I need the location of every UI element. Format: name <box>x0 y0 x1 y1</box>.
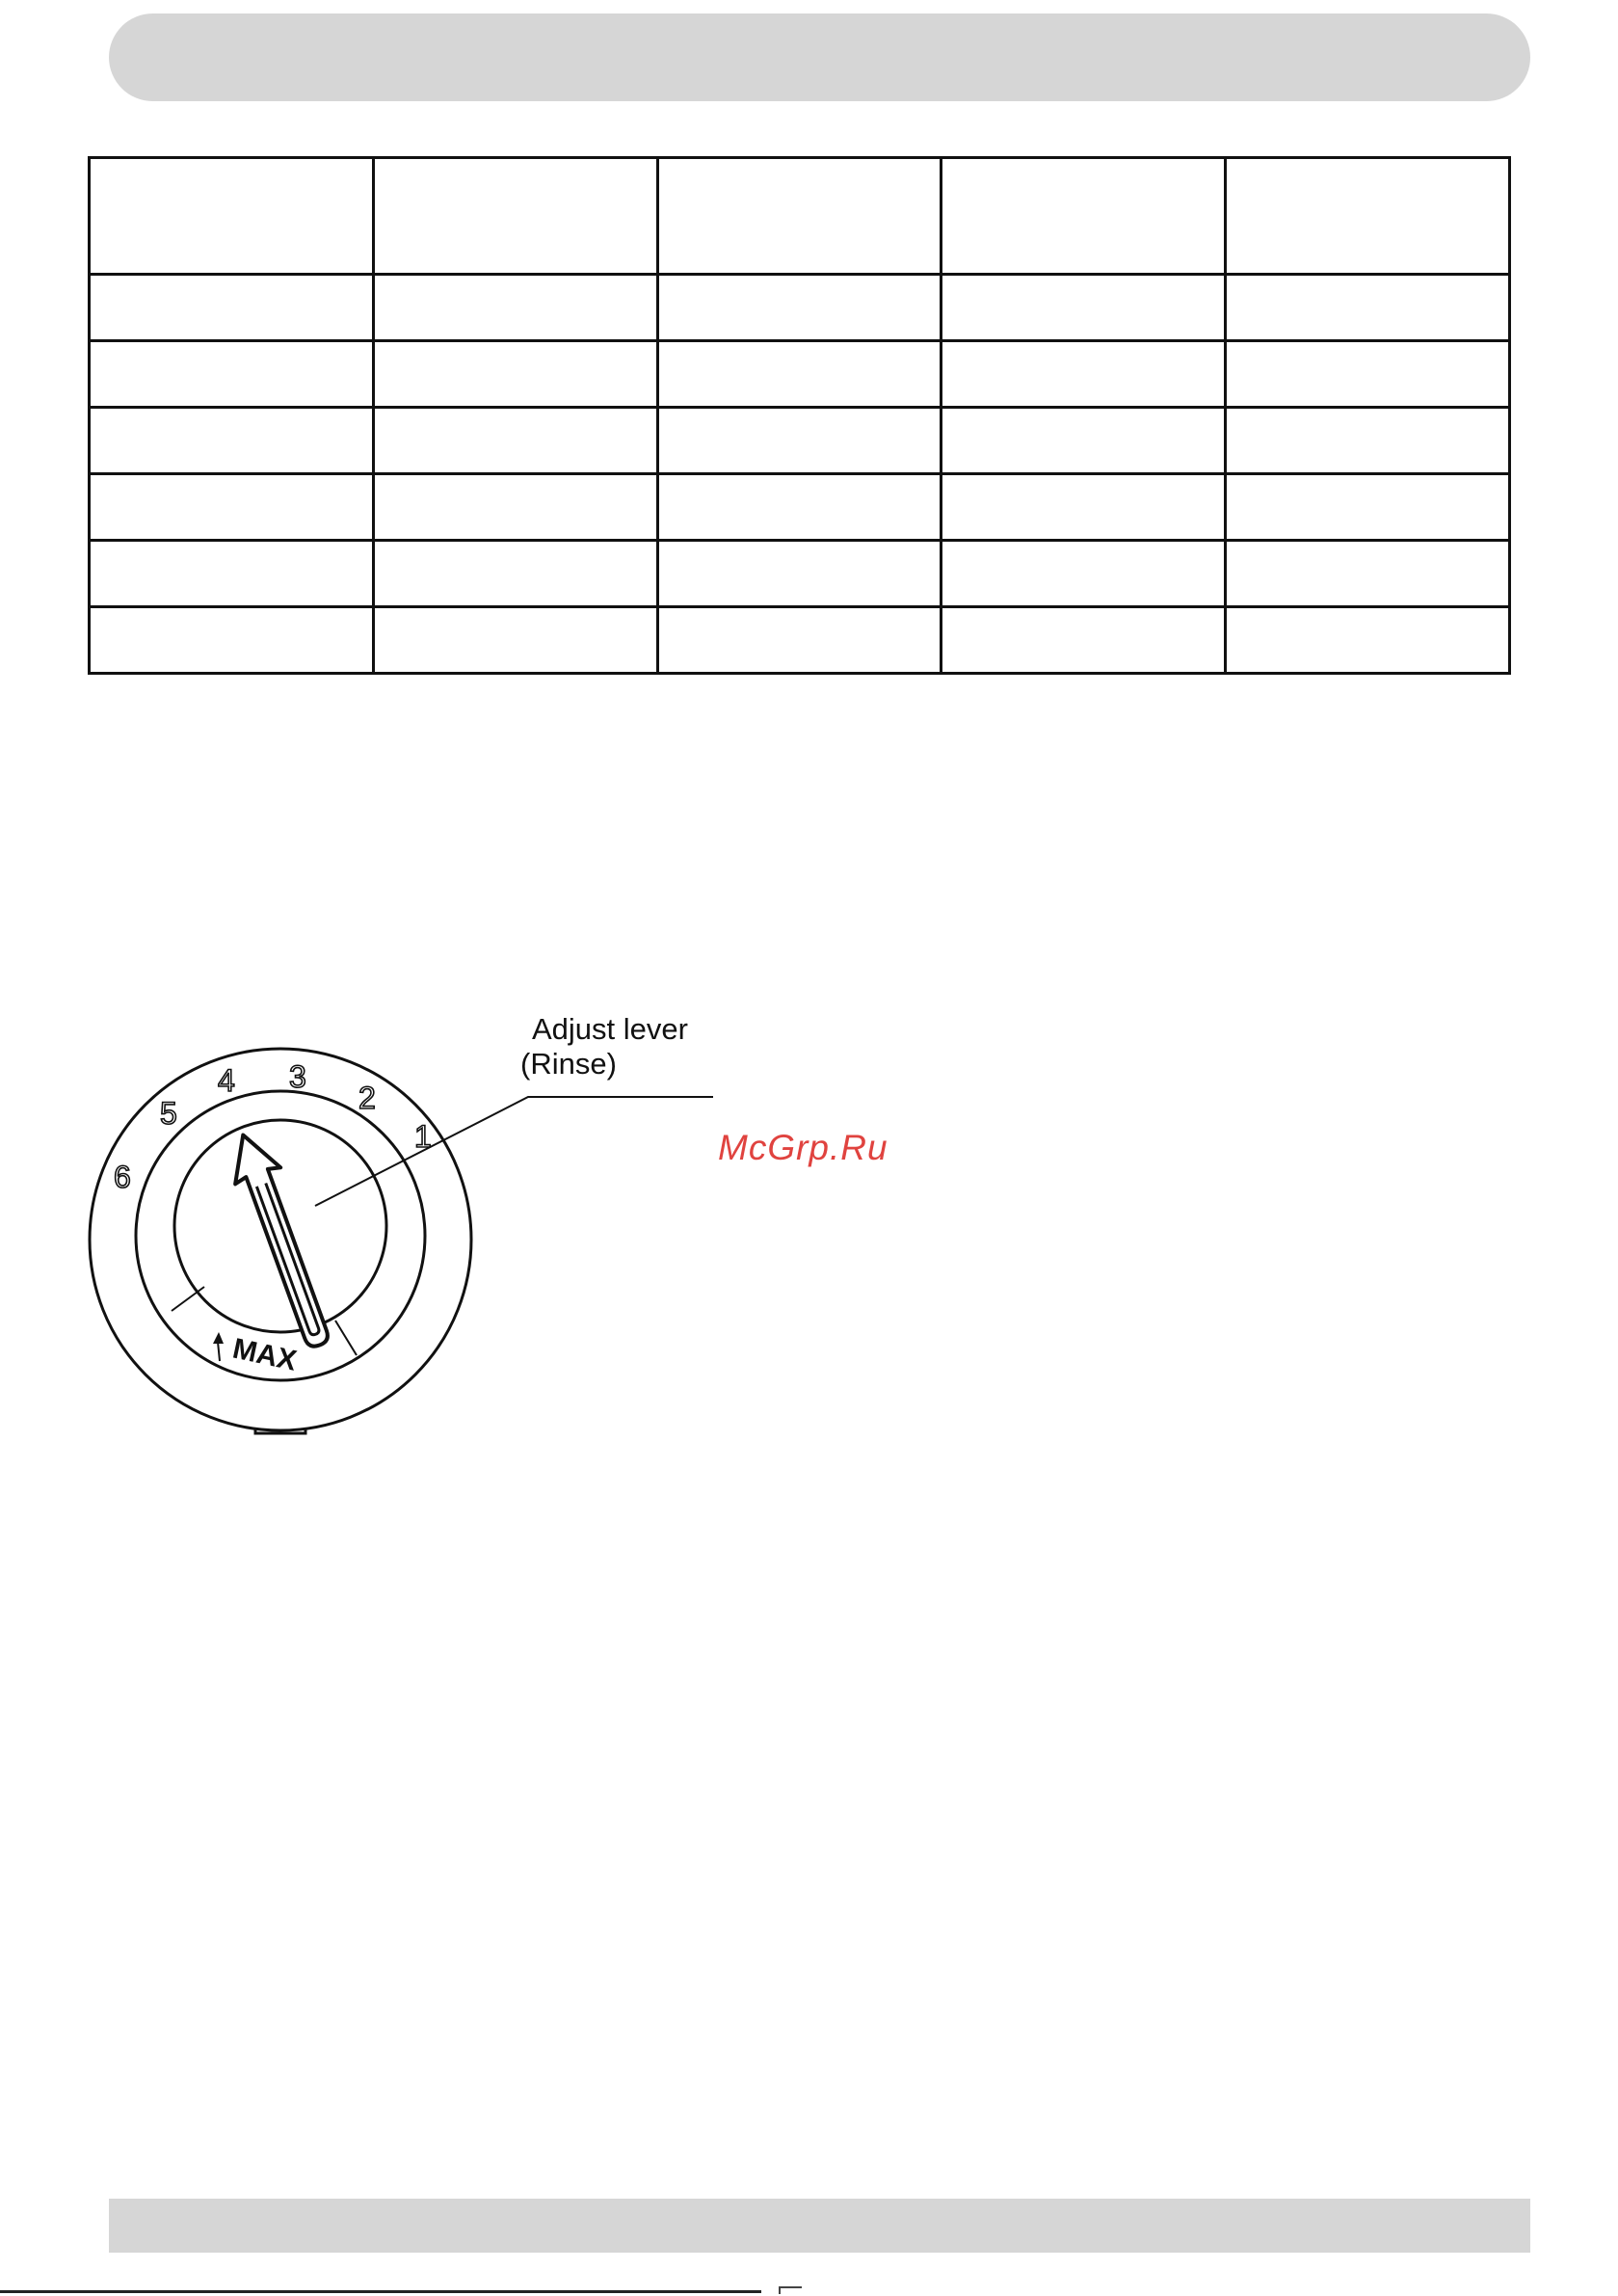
table-cell <box>942 341 1226 408</box>
max-divider-left <box>172 1287 204 1311</box>
table-cell <box>1226 541 1510 607</box>
dial-number-5: 5 <box>160 1096 177 1131</box>
table-cell <box>942 275 1226 341</box>
callout-title: Adjust lever <box>532 1012 688 1046</box>
adjust-lever-callout <box>520 1012 688 1081</box>
max-arrow-icon <box>213 1332 224 1361</box>
table-row <box>90 541 1510 607</box>
table-cell <box>90 341 374 408</box>
table-header-row <box>90 158 1510 275</box>
table-cell <box>373 341 657 408</box>
table-row <box>90 408 1510 474</box>
table-cell <box>1226 408 1510 474</box>
table-cell <box>1226 607 1510 674</box>
table-cell <box>1226 275 1510 341</box>
table-cell <box>373 607 657 674</box>
table-cell <box>373 408 657 474</box>
bottom-mark <box>779 2286 802 2294</box>
watermark: McGrp.Ru <box>718 1128 889 1167</box>
table-cell <box>657 607 942 674</box>
dial-number-2: 2 <box>358 1081 376 1115</box>
table-cell <box>657 408 942 474</box>
header-cell <box>942 158 1226 275</box>
callout-subtitle: (Rinse) <box>520 1047 617 1081</box>
table-cell <box>657 541 942 607</box>
header-bar <box>109 13 1530 101</box>
table-cell <box>942 541 1226 607</box>
table-cell <box>373 275 657 341</box>
table-cell <box>90 541 374 607</box>
table-cell <box>1226 341 1510 408</box>
table-cell <box>90 474 374 541</box>
dial-number-1: 1 <box>414 1119 432 1154</box>
dial-number-3: 3 <box>289 1059 306 1094</box>
table-cell <box>657 341 942 408</box>
table-cell <box>942 408 1226 474</box>
table-cell <box>942 607 1226 674</box>
footer-bar <box>109 2199 1530 2253</box>
dial-number-4: 4 <box>218 1063 235 1098</box>
table-row <box>90 474 1510 541</box>
table-cell <box>90 607 374 674</box>
table-cell <box>373 474 657 541</box>
table-cell <box>90 275 374 341</box>
bottom-rule <box>0 2290 761 2293</box>
table-cell <box>1226 474 1510 541</box>
max-label: MAX <box>229 1332 300 1377</box>
table-row <box>90 341 1510 408</box>
header-cell <box>373 158 657 275</box>
header-cell <box>1226 158 1510 275</box>
settings-table <box>88 156 1511 675</box>
header-cell <box>657 158 942 275</box>
max-divider-right <box>335 1321 357 1355</box>
table-cell <box>942 474 1226 541</box>
dial-number-6: 6 <box>114 1160 131 1194</box>
table-row <box>90 275 1510 341</box>
table-cell <box>373 541 657 607</box>
table-cell <box>90 408 374 474</box>
table-row <box>90 607 1510 674</box>
dial-pointer-icon <box>221 1127 342 1353</box>
table-cell <box>657 275 942 341</box>
table-cell <box>657 474 942 541</box>
header-cell <box>90 158 374 275</box>
